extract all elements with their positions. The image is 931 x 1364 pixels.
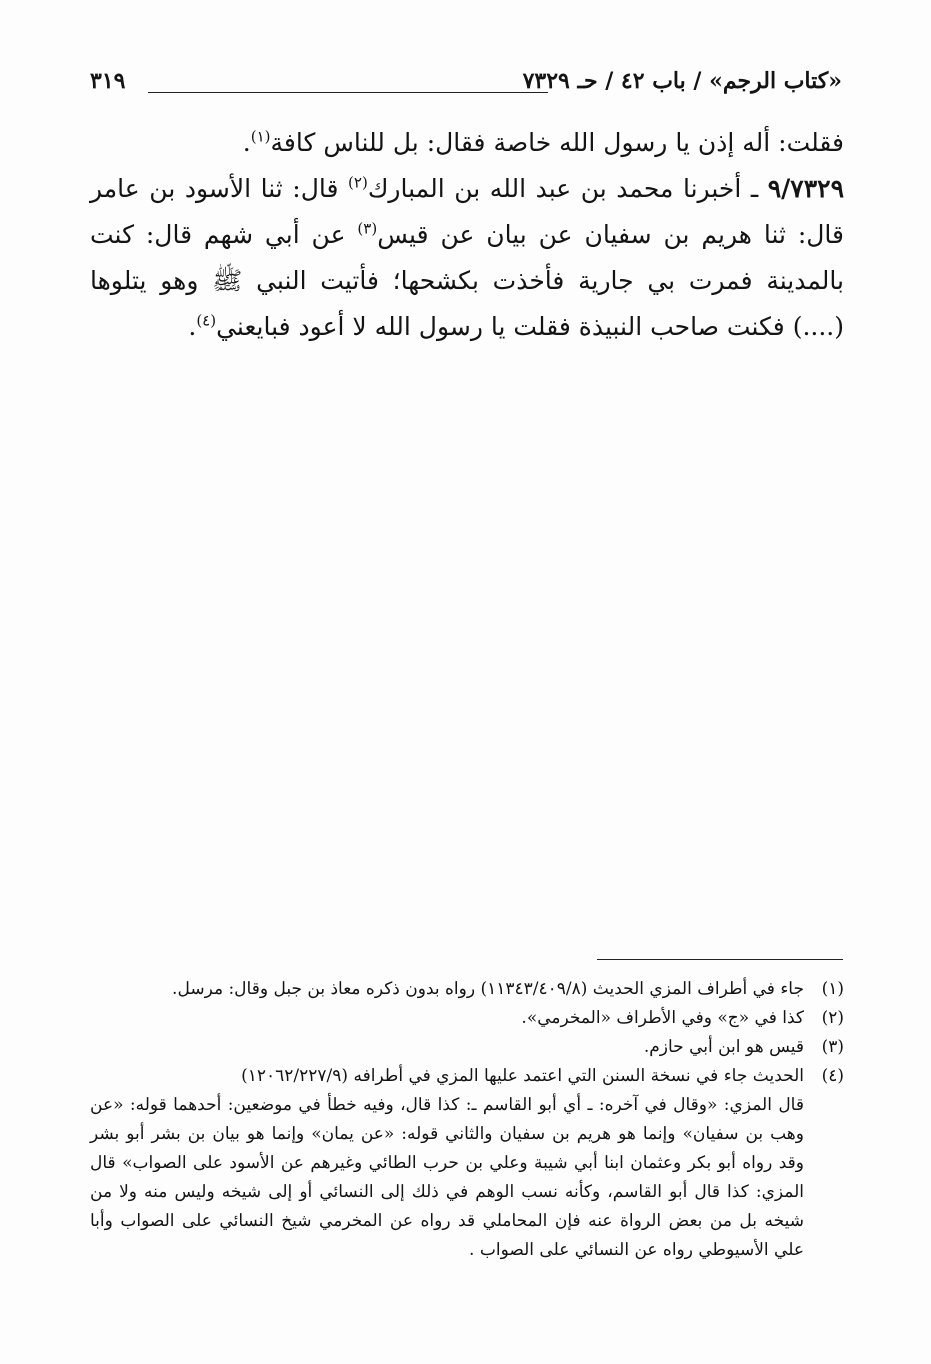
footnote-1 [90, 975, 844, 1004]
running-header [90, 62, 842, 102]
footnote-text: الحديث جاء في نسخة السنن التي اعتمد عليها المزي في أطرافه (١٢٠٦٢/٢٢٧/٩) [241, 1066, 804, 1086]
footnote-ref-2: (٢) [348, 173, 368, 192]
footnote-text: قيس هو ابن أبي حازم. [643, 1037, 804, 1057]
hadith-end: . [188, 312, 197, 341]
footnote-3 [90, 1033, 844, 1062]
footnote-text: كذا في «ج» وفي الأطراف «المخرمي». [521, 1008, 804, 1028]
footnote-number: (٤) [821, 1066, 844, 1086]
hadith-number: ٩/٧٣٢٩ [767, 174, 845, 203]
hadith-chain-a: ـ أخبرنا محمد بن عبد الله بن المبارك [367, 174, 759, 203]
main-text [90, 120, 844, 350]
footnote-4 [90, 1062, 844, 1091]
footnote-ref-3: (٣) [357, 219, 378, 238]
footnote-number: (٣) [821, 1037, 844, 1057]
header-title: «كتاب الرجم» / باب ٤٢ / حـ ٧٣٢٩ [522, 68, 842, 94]
opening-sentence: فقلت: أله إذن يا رسول الله خاصة فقال: بل للناس كافة [270, 128, 844, 157]
hadith-text: عن أبي شهم قال: كنت بالمدينة فمرت بي جارية فأخذت بكشحها؛ فأتيت النبي ﷺ وهو يتلوها (....) فكنت صاحب النبيذة فقلت يا رسول الله لا أعود فبايعني [90, 220, 844, 341]
footnote-4-continuation: قال المزي: «وقال في آخره: ـ أي أبو القاسم ـ: كذا قال، وفيه خطأ في موضعين: أحدهما قوله: «عن وهب بن سفيان» وإنما هو هريم بن سفيان والثاني قوله: «عن يمان» وإنما هو بيان بن بشر أبو بشر وقد رواه أبو بكر وعثمان ابنا أبي شيبة وعلي بن حرب الطائي وغيرهم عن الأسود على الصواب» قال المزي: كذا قال أبو القاسم، وكأنه نسب الوهم في ذلك إلى النسائي أو إلى شيخه وليس منه ولا من شيخه بل من بعض الرواة عنه فإن المحاملي قد رواه عن المخرمي شيخ النسائي على الصواب وأبا علي الأسيوطي رواه عن النسائي على الصواب . [90, 1095, 804, 1260]
footnote-separator [597, 959, 843, 960]
footnote-number: (٢) [821, 1008, 844, 1028]
footnote-number: (١) [821, 979, 844, 999]
hadith-chain-b: قال: ثنا الأسود بن عامر قال: ثنا هريم بن سفيان عن بيان عن قيس [90, 174, 844, 249]
header-rule [148, 92, 548, 93]
footnote-ref-1: (١) [250, 127, 271, 146]
footnote-text: جاء في أطراف المزي الحديث (١١٣٤٣/٤٠٩/٨) رواه بدون ذكره معاذ بن جبل وقال: مرسل. [172, 979, 804, 999]
footnote-ref-4: (٤) [196, 311, 217, 330]
hadith-paragraph [90, 166, 844, 350]
footnotes [90, 975, 844, 1265]
opening-line [90, 120, 844, 166]
page-number: ٣١٩ [90, 68, 126, 94]
footnote-2 [90, 1004, 844, 1033]
opening-end: . [242, 128, 251, 157]
